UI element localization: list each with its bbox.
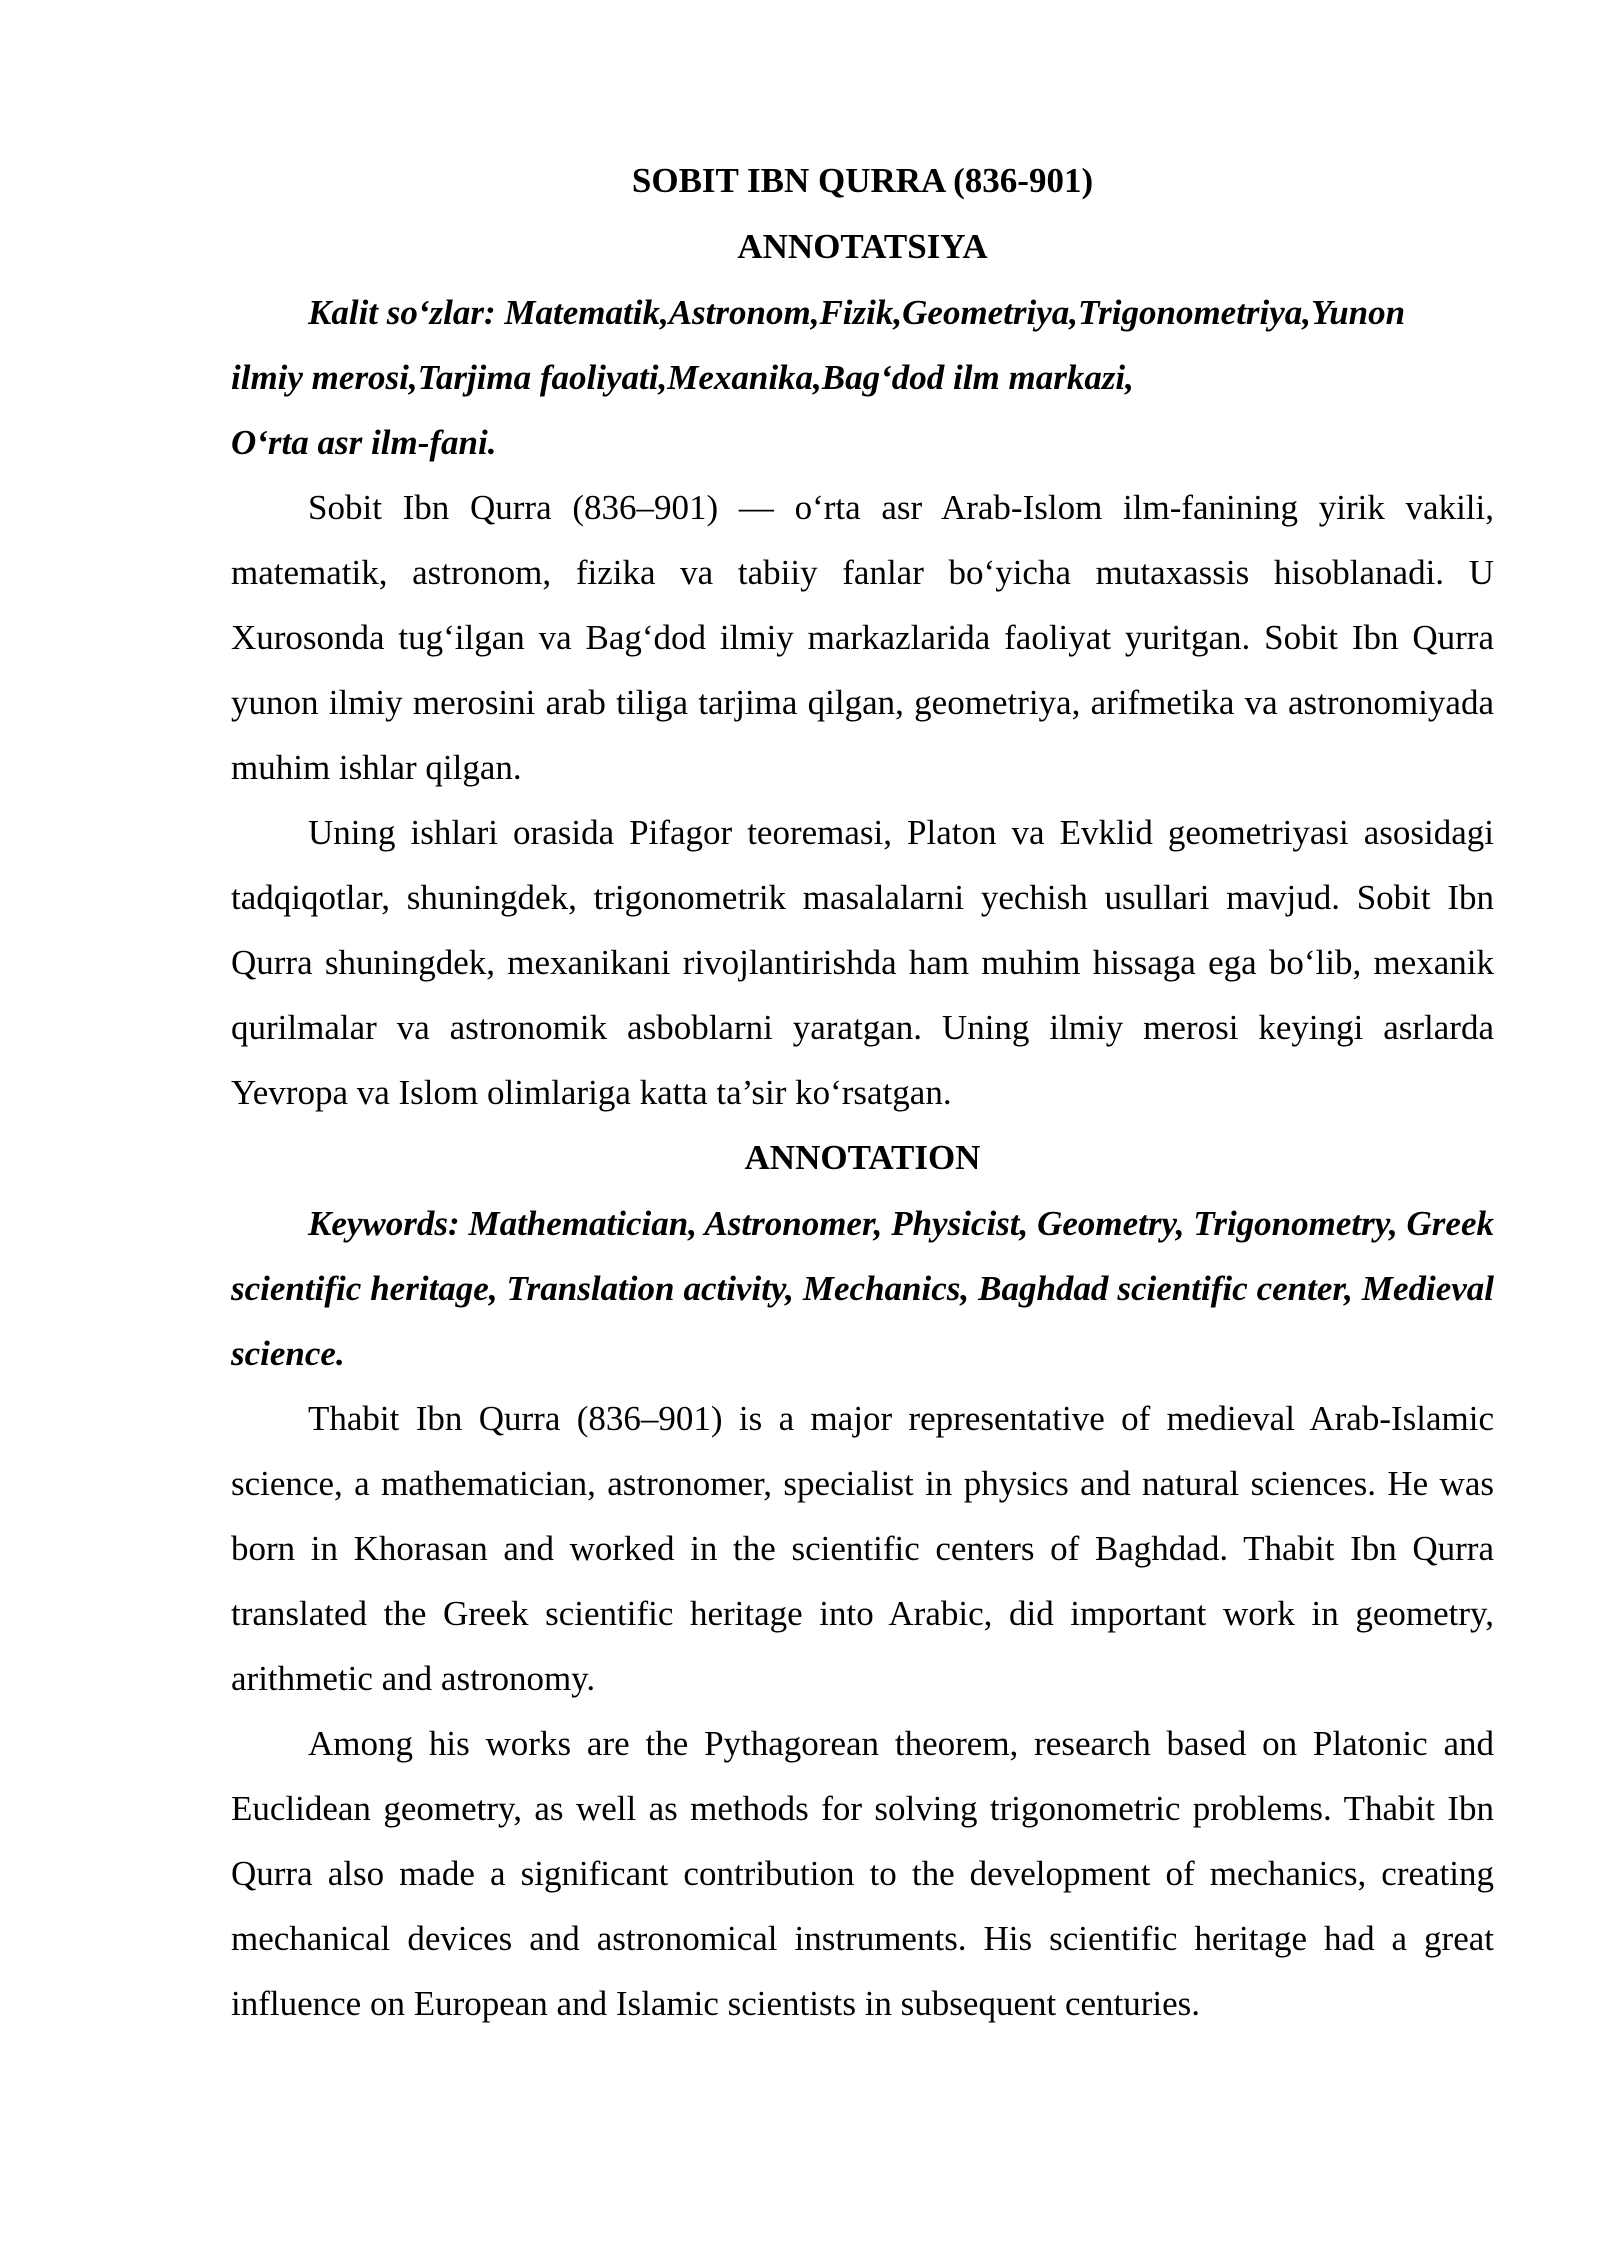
uz-paragraph-1: Sobit Ibn Qurra (836–901) — o‘rta asr Arab-Islom ilm-fanining yirik vakili, matematik, astronom, fizika va tabiiy fanlar bo‘yicha mutaxassis hisoblanadi. U Xurosonda tug‘ilgan va Bag‘dod ilmiy markazlarida faoliyat yuritgan. Sobit Ibn Qurra yunon ilmiy merosini arab tiliga tarjima qilgan, geometriya, arifmetika va astronomiyada muhim ishlar qilgan. xyxy=(231,488,1494,787)
en-paragraph-2: Among his works are the Pythagorean theorem, research based on Platonic and Euclidean geometry, as well as methods for solving trigonometric problems. Thabit Ibn Qurra also made a significant contribution to the development of mechanics, creating mechanical devices and astronomical instruments. His scientific heritage had a great influence on European and Islamic scientists in subsequent centuries. xyxy=(231,1724,1494,2023)
article-title: SOBIT IBN QURRA (836-901) xyxy=(631,161,1094,200)
en-annotation-heading: ANNOTATION xyxy=(744,1138,981,1177)
uz-annotation-heading: ANNOTATSIYA xyxy=(737,227,988,266)
article-body xyxy=(231,148,1494,2036)
uz-keywords-line-2: ilmiy merosi,Tarjima faoliyati,Mexanika,Bag‘dod ilm markazi, xyxy=(231,358,1134,397)
uz-keywords-line-3: O‘rta asr ilm-fani. xyxy=(231,423,497,462)
uz-keywords-line-1: Kalit so‘zlar: Matematik,Astronom,Fizik,Geometriya,Trigonometriya,Yunon xyxy=(308,293,1406,332)
uz-keywords xyxy=(231,280,1494,475)
en-paragraph-1: Thabit Ibn Qurra (836–901) is a major representative of medieval Arab-Islamic science, a mathematician, astronomer, specialist in physics and natural sciences. He was born in Khorasan and worked in the scientific centers of Baghdad. Thabit Ibn Qurra translated the Greek scientific heritage into Arabic, did important work in geometry, arithmetic and astronomy. xyxy=(231,1399,1494,1698)
en-keywords: Keywords: Mathematician, Astronomer, Physicist, Geometry, Trigonometry, Greek scientific heritage, Translation activity, Mechanics, Baghdad scientific center, Medieval science. xyxy=(231,1204,1494,1373)
uz-paragraph-2: Uning ishlari orasida Pifagor teoremasi, Platon va Evklid geometriyasi asosidagi tadqiqotlar, shuningdek, trigonometrik masalalarni yechish usullari mavjud. Sobit Ibn Qurra shuningdek, mexanikani rivojlantirishda ham muhim hissaga ega bo‘lib, mexanik qurilmalar va astronomik asboblarni yaratgan. Uning ilmiy merosi keyingi asrlarda Yevropa va Islom olimlariga katta ta’sir ko‘rsatgan. xyxy=(231,813,1494,1112)
